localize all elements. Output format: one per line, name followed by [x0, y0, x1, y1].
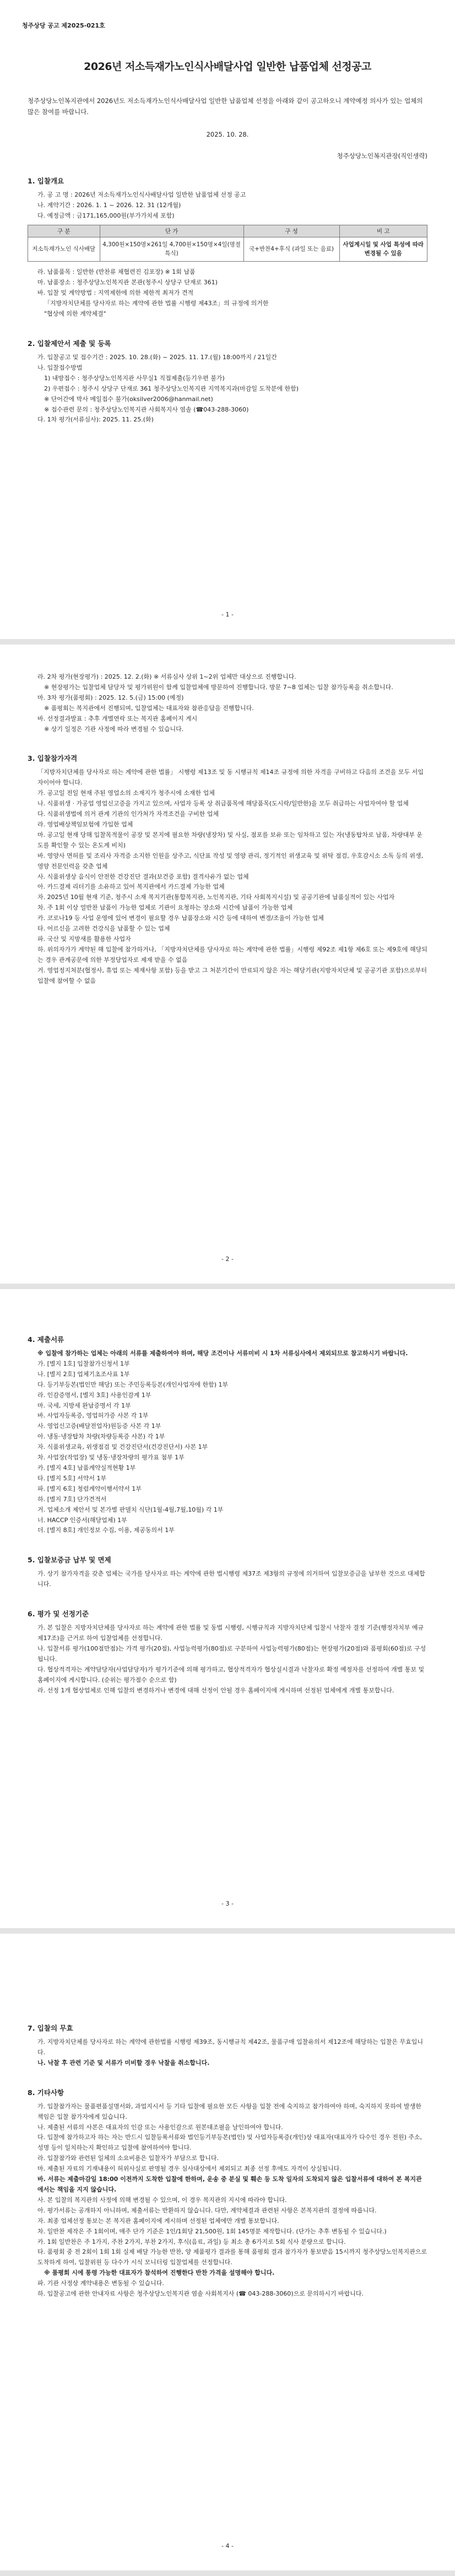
sec8-line: 마. 제출된 자료의 기재내용이 허위사실로 판명될 경우 심사대상에서 제외되고 최종 선정 후에도 자격이 상실됩니다. [37, 2165, 342, 2173]
sec8-line: 하. 입찰공고에 관한 안내자료 사항은 청주상당노인복지관 염솔 사회복지사 (☎ 043-288-3060)으로 문의하시기 바랍니다. [37, 2290, 364, 2298]
sec1-more-line: 라. 납품품목 : 일반한 (반찬류 채협련진 김포장) ※ 1회 납품 [37, 268, 196, 276]
sec3-line: 다. 식품위생법에 의거 관계 기관의 인가처가 자격조건을 구비한 업체 [37, 810, 219, 818]
sec8-line: 가. 입찰참가자는 물품편품설명서와, 과업지시서 등 기타 입찰에 필요한 모든 사항을 입찰 전에 숙지하고 참가하여야 하며, 숙지하지 못하여 발생한 책임은 입찰 참가자에게 있습니다. [37, 2102, 421, 2120]
sec4-line: 거. 업체소개 제안서 및 본가별 판델치 식단(1월-4월,7월,10월) 각 1부 [37, 1506, 224, 1513]
sec4-line: 너. HACCP 인증서(해당업체) 1부 [37, 1516, 127, 1524]
table-header: 구 분 [28, 225, 100, 237]
section-5-title: 5. 입찰보증금 납부 및 면제 [28, 1556, 111, 1565]
sec7-line: 가. 지방자치단체를 당사자로 하는 계약에 관한법률 시행령 제39조, 동시행규칙 제42조, 물품구매 입찰유의서 제12조에 해당하는 입찰은 무효입니다. [37, 2038, 423, 2056]
sec1-line: 다. 예정금액 : 금171,165,000원(부가가치세 포함) [37, 212, 175, 220]
sec8-line: 카. 1회 일반찬은 주 1가지, 주찬 2가지, 부찬 2가지, 후식(음료, 과일) 등 최소 총 6가지로 5회 식사 분량으로 합니다. [37, 2238, 346, 2245]
sec2-line: ※ 접수관련 문의 : 청주상당노인복지관 사회복지사 염솔 (☎043-288-3060) [44, 405, 249, 413]
sec8-line: 사. 본 입찰의 복지관의 사정에 의해 변경될 수 있으며, 이 경우 복지관의 지시에 따라야 합니다. [37, 2196, 287, 2204]
sec4-notice: ※ 입찰에 참가하는 업체는 아래의 서류를 제출하여야 하며, 해당 조건이나 서류미비 시 1차 서류심사에서 제외되므로 참고하시기 바랍니다. [37, 1350, 408, 1357]
sec3-line: 「지방자치단체를 당사자로 하는 계약에 관한 법률」 시행령 제13조 및 동 시행규칙 제14조 규정에 의한 자격을 구비하고 다음의 조건을 모두 서입자이어야 합니다. [37, 769, 424, 787]
sec1-line: 나. 계약기간 : 2026. 1. 1 ~ 2026. 12. 31 (12개월) [37, 202, 181, 209]
sec3-line: 자. 2025년 10월 현재 기준, 청주시 소재 복지기관(통합복지관, 노인복지관, 기타 사회복지시설) 및 공공기관에 납품실적이 있는 사업자 [37, 894, 395, 901]
price-table [28, 225, 427, 262]
table-cell-composition: 국+반찬4+후식 (과일 또는 음료) [243, 237, 339, 262]
sec3-line: 가. 공고일 전일 현재 주된 영업소의 소재지가 청주시에 소재한 업체 [37, 789, 215, 797]
sec8-line: ※ 품평회 시에 통령 가능한 대표자가 참석하여 진행한다 반찬 가격을 설명해야 합니다. [44, 2269, 275, 2277]
schedule-line: ※ 상기 일정은 기관 사정에 따라 변경될 수 있습니다. [44, 725, 184, 733]
page-number: - 3 - [221, 1900, 234, 1907]
schedule-line: 마. 3차 평가(품평회) : 2025. 12. 5.(금) 15:00 (예정) [37, 694, 184, 701]
sec4-line: 마. 국세, 지방세 완납증명서 각 1부 [37, 1401, 131, 1409]
sec4-line: 아. 냉동·냉장탑차 차량(차량등록증 사본) 각 1부 [37, 1433, 165, 1441]
sec3-line: 바. 영양사 면허를 및 조리사 자격증 소지한 인원을 상주고, 식단표 작성 및 영양 관리, 정기적인 위생교육 및 위탁 점검, 우호감시소 소독 등의 위생, 영양 전문인력을 갖춘 업체 [37, 852, 424, 870]
sec6-line: 나. 입찰서류 평가(100점만점)는 가격 평가(20점), 사업능력평가(80점)로 구분하여 사업능력평가(80점)는 현장평가(20점)와 품평회(60점)로 구성됩니다. [37, 1644, 426, 1663]
sec4-line: 더. [별지 8호] 개인정보 수집, 이용, 제공동의서 1부 [37, 1527, 175, 1534]
sec1-line: 가. 공 고 명 : 2026년 저소득재가노인식사배달사업 일반한 납품업체 선정 공고 [37, 191, 246, 199]
sec4-line: 하. [별지 7호] 단가견적서 [37, 1495, 107, 1503]
sec3-line: 타. 어르신을 고려한 건강식을 납품할 수 있는 업체 [37, 925, 170, 933]
schedule-line: 라. 2차 평가(현장평가) : 2025. 12. 2.(화) ※ 서류심사 상위 1~2위 업체만 대상으로 진행합니다. [37, 673, 296, 680]
sec6-line: 다. 협상적격자는 계약담당자(사업담당자)가 평가기준에 의해 평가하고, 협상적격자가 협상실시결과 낙찰자로 확정 예정자를 선정하여 개별 통보 및 홈페이지에 게시합니다. (순위는 평가점수 순으로 함) [37, 1665, 425, 1684]
section-2-title: 2. 입찰제안서 제출 및 등록 [28, 339, 111, 348]
sec4-line: 다. 등기부등본(법인만 해당) 또는 주민등록등본(개인사업자에 한함) 1부 [37, 1381, 229, 1388]
document-page-2 [0, 645, 455, 1289]
section-3-title: 3. 입찰참가자격 [28, 754, 78, 763]
section-8-title: 8. 기타사항 [28, 2088, 64, 2097]
intro-paragraph: 청주상당노인복지관에서 2026년도 저소득재가노인식사배달사업 일반한 납품업체 선정을 아래와 같이 공고하오니 계약예정 의사가 있는 업체의 많은 참여를 바랍니다. [28, 97, 423, 116]
sec8-line: 라. 입찰참가와 관련된 일체의 소요비용은 입찰자가 부담으로 합니다. [37, 2155, 219, 2162]
sec4-line: 나. [별지 2호] 업체기초조사표 1부 [37, 1370, 130, 1378]
sec3-line: 거. 영업정지처분(협정사, 휴업 또는 제재사항 포함) 등을 받고 그 처분기간이 만료되지 않은 자는 해당기관(지방자치단체 및 공공기관 포함)으로부터 입찰에 참여할 수 없음 [37, 966, 427, 984]
sec3-line: 라. 영업배상책임보험에 가입한 업체 [37, 820, 133, 828]
sec2-line: 나. 입찰접수방법 [37, 364, 83, 371]
sec3-line: 사. 식품위생상 음식이 안전한 건강진단 결과(보건증 포함) 결격사유가 없는 업체 [37, 873, 249, 880]
sec7-line: 나. 낙찰 후 관련 기준 및 서류가 미비할 경우 낙찰을 취소합니다. [37, 2059, 210, 2066]
document-page-3 [0, 1289, 455, 1934]
schedule-line: ※ 품평회는 복지관에서 진행되며, 입찰업체는 대표자와 참관응답을 진행합니다. [44, 704, 254, 712]
table-header: 단 가 [100, 225, 243, 237]
sec3-line: 카. 코로나19 등 사업 운영에 있어 변경이 필요할 경우 납품장소와 시간 등에 대하여 변경/조율이 가능한 업체 [37, 914, 324, 922]
sec8-line: 나. 제출된 서류의 사본은 대표자의 인감 또는 사용인감으로 원본대조필을 날인하여야 합니다. [37, 2123, 283, 2131]
sec8-line: 아. 평가서류는 공개하지 아니하며, 제출서류는 반환하지 않습니다. 다만, 계약체결과 관련된 사항은 본복지관의 결정에 따릅니다. [37, 2206, 377, 2214]
table-header: 구 성 [243, 225, 339, 237]
table-header: 비 고 [339, 225, 427, 237]
document-page-4 [0, 1934, 455, 2576]
sec8-line: 바. 서류는 제출마감일 18:00 이전까지 도착한 입찰에 한하며, 운송 중 분실 및 훼손 등 도착 일자의 도착되지 않은 입찰서류에 대하여 본 복지관에서는 책임을 지지 않습니다. [37, 2175, 422, 2193]
table-cell-category: 저소득재가노인 식사배달 [28, 237, 100, 262]
sec5-line: 가. 상기 참가자격을 갖춘 업체는 국가를 당사자로 하는 계약에 관한 법시행령 제37조 제3항의 규정에 의거하여 입찰보증금을 납부한 것으로 대체합니다. [37, 1570, 425, 1588]
sec1-more-line: "협상에 의한 계약체결" [44, 310, 106, 318]
sec2-line: 다. 1차 평가(서류심사): 2025. 11. 25.(화) [37, 416, 154, 424]
sec4-line: 바. 사업자등록증, 영업허가증 사본 각 1부 [37, 1412, 149, 1420]
sec3-line: 차. 주 1회 이상 얼반찬 납품이 가능한 업체로 기관이 요청하는 장소와 시간에 납품이 가능한 업체 [37, 904, 293, 912]
section-4-title: 4. 제출서류 [28, 1335, 64, 1344]
sec1-more-line: 바. 입찰 및 계약방법 : 지역제한에 의한 제한적 최저가 견적 [37, 289, 194, 297]
announcement-date: 2025. 10. 28. [206, 131, 249, 139]
schedule-line: ※ 현장평가는 입찰업체 담당자 및 평가위원이 함께 입찰업체에 방문하여 진행합니다. 방문 7∼8 업체는 입찰 참가등록을 취소합니다. [44, 683, 393, 691]
sec8-line: 타. 품평회 중 전 2회이 1회 1회 실제 배달 가능한 반찬, 양 제품평가 결과를 통해 품평회 결과 참가자가 통보받음 15시까지 청주상당노인복지관으로 도착하게 하여, 입찰위원 등 다수가 시식 모니터링 입찰업체를 선정합니다. [37, 2248, 427, 2266]
sec4-line: 자. 식품위생교육, 위생점검 및 건강진단서(건강진단서) 사본 1부 [37, 1443, 208, 1451]
table-cell-price: 4,300원×150명×261일 4,700원×150명×4일(명절 특식) [100, 237, 243, 262]
sec6-line: 라. 선정 1개 협상업체로 인해 입찰의 변경하거나 변경에 대해 선정이 안될 경우 홈페이지에 게시하며 선정된 업체에게 개별 통보합니다. [37, 1686, 394, 1694]
sec4-line: 타. [별지 5호] 서약서 1부 [37, 1474, 107, 1482]
sec3-line: 파. 국산 및 지방새를 활용한 사업자 [37, 935, 131, 943]
sec8-line: 파. 기관 사정상 계약내용은 변동될 수 있습니다. [37, 2280, 164, 2287]
sec8-line: 다. 입찰에 참가하고자 하는 자는 반드시 입찰등록서류와 법인등기부등본(법인) 및 사업자등록증(개인)상 대표자(대표자가 다수인 경우 전원) 주소, 성명 등이 일치하는지 확인하고 입찰에 참여하여야 합니다. [37, 2134, 422, 2152]
sec1-more-line: 「지방자치단체를 당사자로 하는 계약에 관한 법률 시행령 제43조」의 규정에 의거한 [44, 300, 269, 307]
section-6-title: 6. 평가 및 선정기준 [28, 1610, 89, 1619]
sec8-line: 차. 일반찬 제작은 주 1회이며, 매주 단가 기준은 1인/1회당 21,500원, 1회 145명분 제작합니다. (단가는 추후 변동될 수 있습니다.) [37, 2227, 387, 2235]
section-7-title: 7. 입찰의 무효 [28, 2024, 73, 2032]
sec3-line: 아. 카드결제 리더기를 소유하고 있어 복지관에서 카드결제 가능한 업체 [37, 883, 225, 891]
sec3-line: 하. 위의자가가 계약된 해 입찰에 참가하거나, 「지방자치단체를 당사자로 하는 계약에 관한 법률」시행령 제92조 제1항 제6호 또는 제9호에 해당되는 경우 관계공문에 의한 부정당업자로 제재 받을 수 없음 [37, 945, 427, 964]
sec4-line: 라. 인감증명서, [별지 3호] 사용인감계 1부 [37, 1391, 151, 1399]
sec1-more-line: 마. 납품장소 : 청주상당노인복지관 본관(청주시 상당구 단재로 361) [37, 279, 218, 286]
sec2-line: ※ 단어간에 박사 메일접수 불가(oksilver2006@hanmail.net) [44, 395, 213, 403]
table-row [28, 237, 427, 262]
document-number: 청주상당 공고 제2025-021호 [22, 22, 105, 29]
sec6-line: 가. 본 입찰은 지방자치단체를 당사자로 하는 계약에 관한 법률 및 동법 시행령, 시행규칙과 지방자치단체 입찰시 낙찰자 결정 기준(행정자치부 예규 제17조)을 근거로 하여 입찰업체를 선정합니다. [37, 1624, 424, 1642]
page-number: - 2 - [221, 1255, 234, 1263]
schedule-line: 바. 선정결과발표 : 추후 개별연락 또는 복지관 홈페이지 게시 [37, 715, 198, 722]
page-number: - 1 - [221, 611, 234, 618]
table-cell-note: 사업계시일 및 사업 특성에 따라 변경될 수 있음 [339, 237, 427, 262]
sec2-line: 1) 내방접수 : 청주상당노인복지관 사무실1 직접제출(등기우편 불가) [44, 374, 225, 382]
sec3-line: 마. 공고일 현재 당해 입찰목적물이 공장 및 본지에 필요한 차량(냉장차) 및 사실, 점포를 보유 또는 임차하고 있는 자(냉동탑차로 납품, 차량대부 운도를 확인할 수 있는 온도계 비치) [37, 831, 422, 849]
sec4-line: 파. [별지 6호] 청렴계약이행서약서 1부 [37, 1485, 142, 1492]
document-page-1 [0, 0, 455, 645]
sec4-line: 차. 사업장(작업장) 및 냉동·냉장차량의 평가표 첨부 1부 [37, 1454, 185, 1462]
sec2-line: 2) 우편접수 : 청주시 상당구 단재로 361 청주상당노인복지관 지역복지과(마감일 도착분에 한함) [44, 385, 299, 392]
document-title: 2026년 저소득재가노인식사배달사업 일반한 납품업체 선정공고 [84, 61, 371, 73]
sec8-line: 자. 최종 업체선정 통보는 본 복지관 홈페이지에 게시하며 선정된 업체에만 개별 통보합니다. [37, 2217, 279, 2225]
sec3-line: 나. 식품위생 · 가공업 영업신고증을 가지고 있으며, 사업자 등록 상 취급품목에 해당품목(도시락/일반한)을 모두 취급하는 사업자여야 할 업체 [37, 800, 409, 808]
page-number: - 4 - [221, 2542, 234, 2550]
sec4-line: 카. [별지 4호] 납품계약실적현황 1부 [37, 1464, 136, 1471]
sec4-line: 사. 영업신고증(배달전업자)원등증 사본 각 1부 [37, 1422, 161, 1430]
sec2-line: 가. 입찰공고 및 접수기간 : 2025. 10. 28.(화) ~ 2025. 11. 17.(월) 18:00까지 / 21일간 [37, 354, 277, 361]
sec4-line: 가. [별지 1호] 입찰참가신청서 1부 [37, 1360, 130, 1367]
issuer-name: 청주상당노인복지관장(직인생략) [337, 152, 427, 160]
section-1-title: 1. 입찰개요 [28, 177, 64, 186]
